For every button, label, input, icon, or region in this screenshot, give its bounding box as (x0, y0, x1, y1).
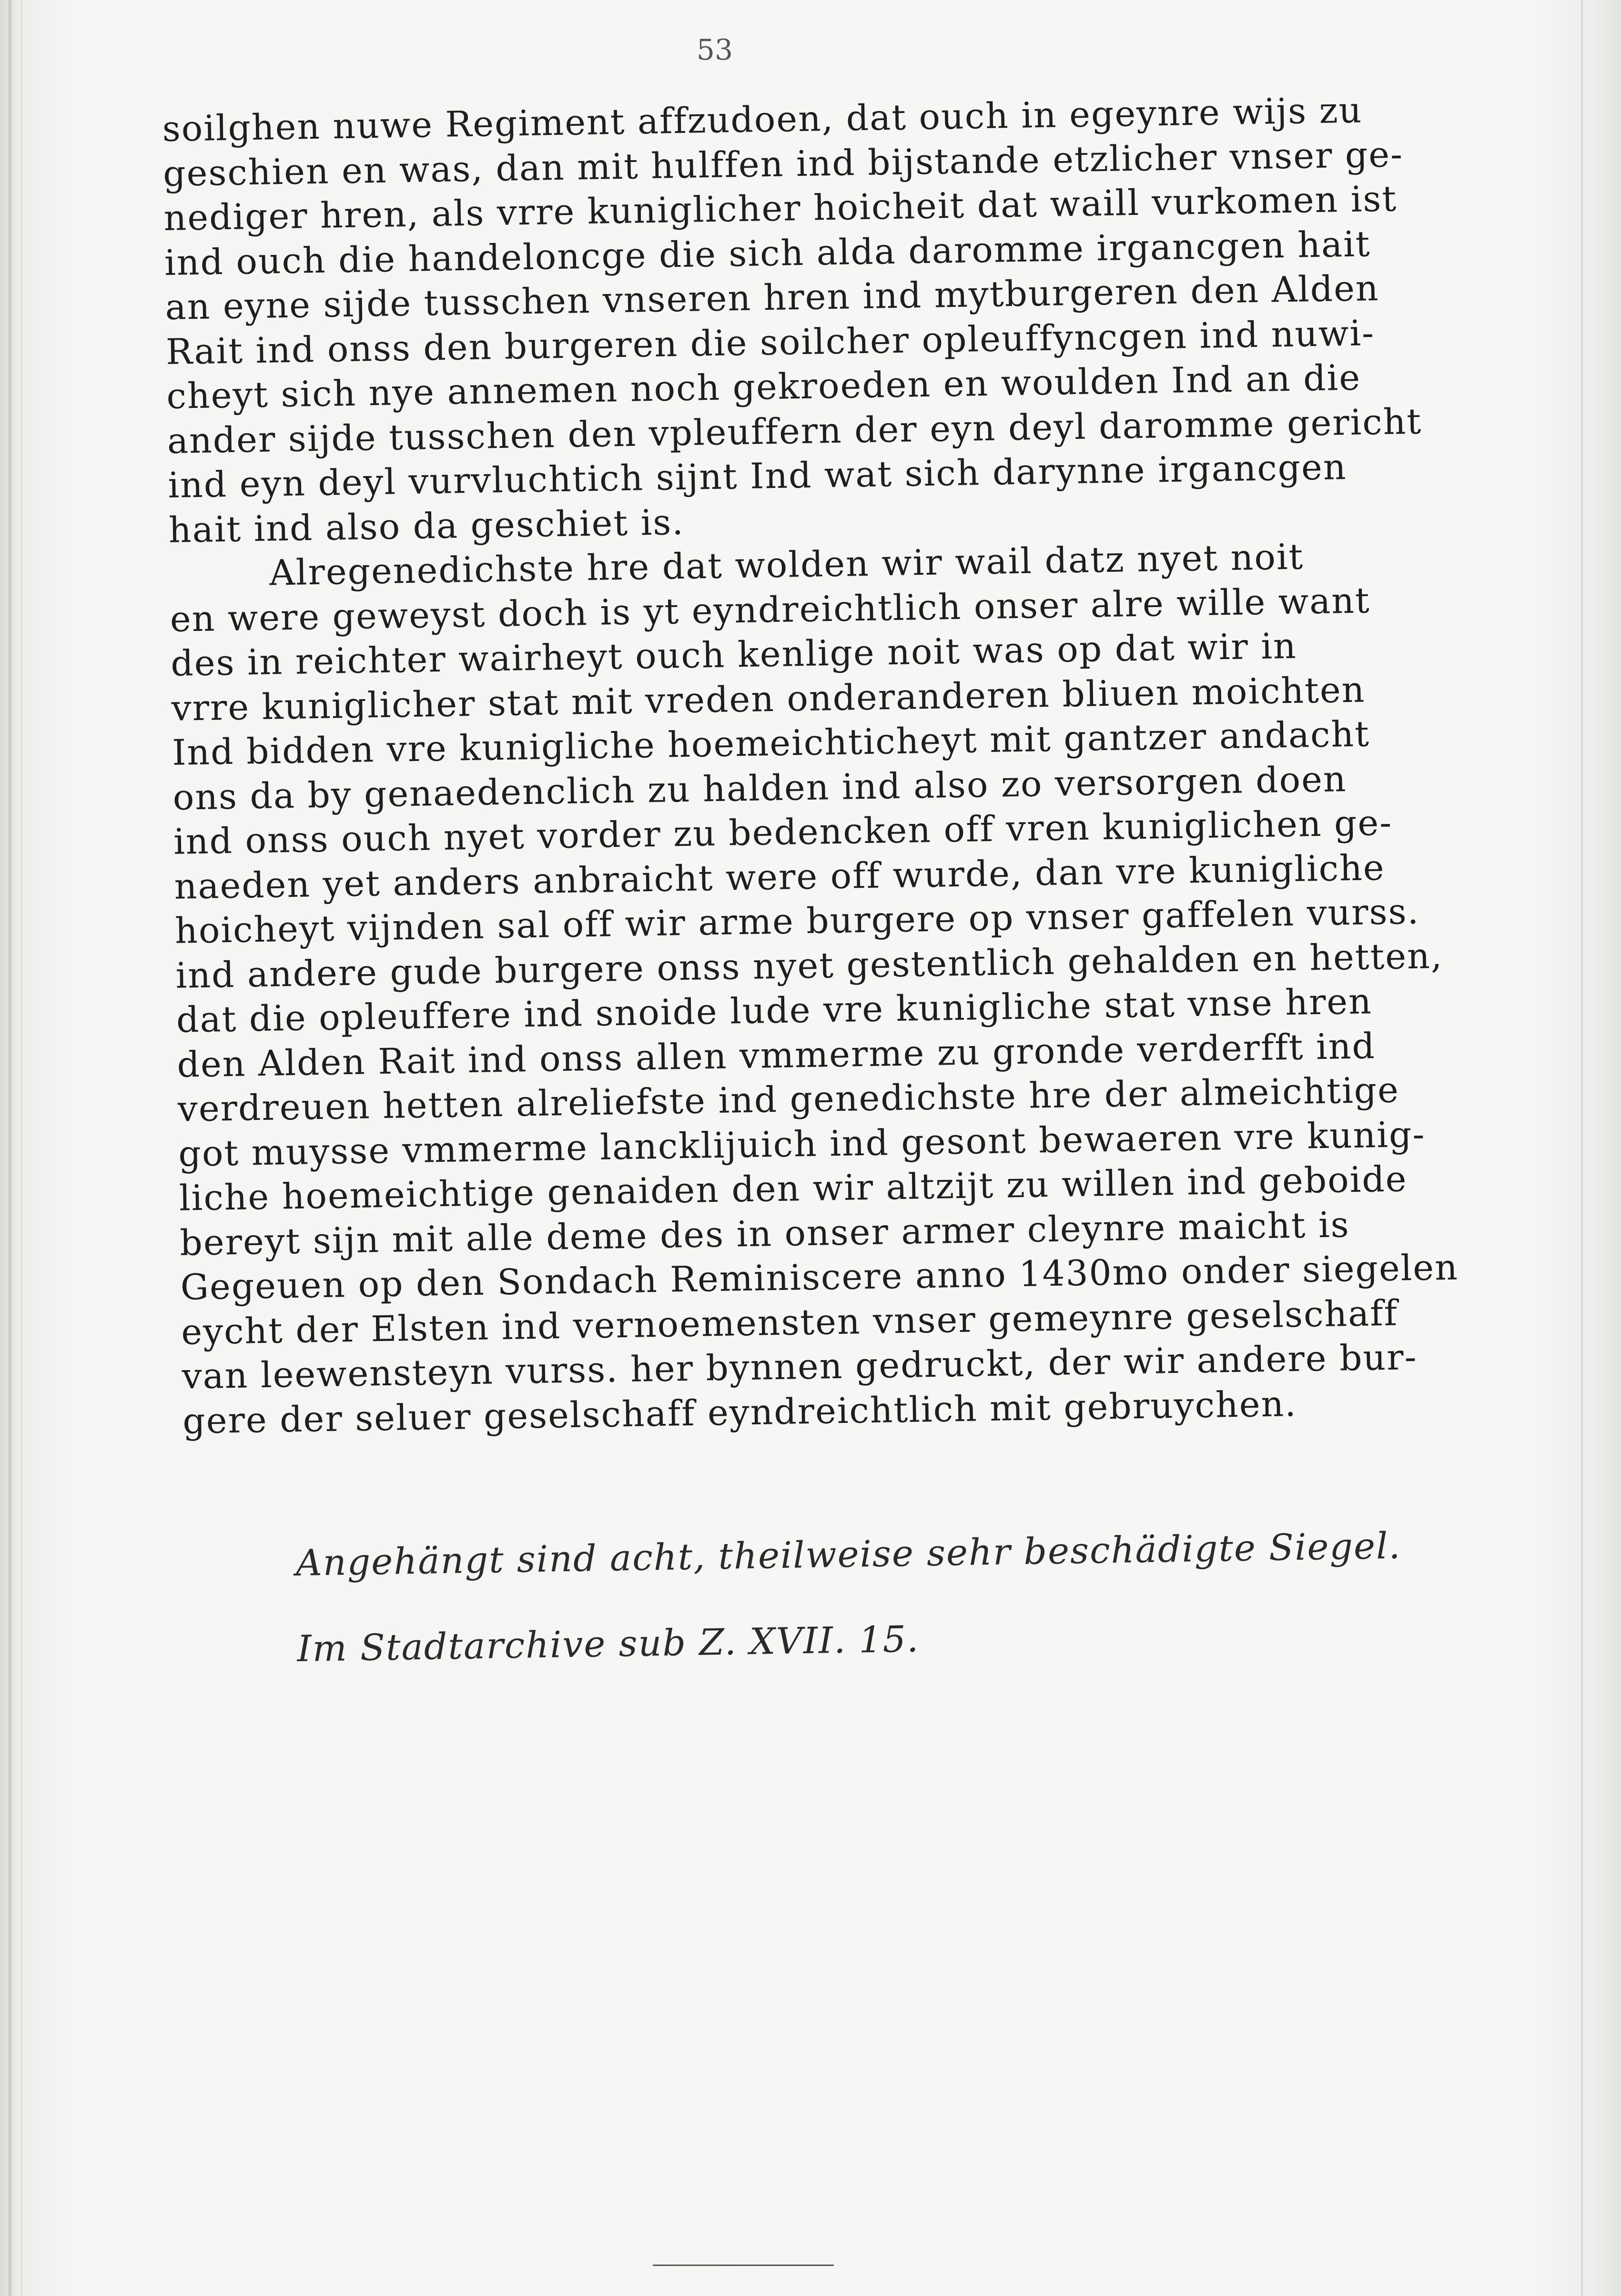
body-line: gere der seluer geselschaff eyndreichtlich mit gebruychen. (182, 1383, 1297, 1442)
body-line: ander sijde tusschen den vpleuffern der eyn deyl daromme gericht (167, 401, 1422, 462)
body-line: ind eyn deyl vurvluchtich sijnt Ind wat sich darynne irgancgen (167, 447, 1347, 506)
body-line: nediger hren, als vrre kuniglicher hoicheit dat waill vurkomen ist (163, 178, 1398, 239)
archive-reference: Im Stadtarchive sub Z. XVII. 15. (296, 1617, 920, 1670)
body-line: eycht der Elsten ind vernoemensten vnser gemeynre geselschaff (181, 1292, 1398, 1353)
body-line: Rait ind onss den burgeren die soilcher opleuffyncgen ind nuwi- (165, 312, 1375, 373)
body-line: en were geweyst doch is yt eyndreichtlich onser alre wille want (170, 579, 1371, 640)
body-line: liche hoemeichtige genaiden den wir altzijt zu willen ind geboide (179, 1158, 1408, 1219)
body-line: got muysse vmmerme lancklijuich ind gesont bewaeren vre kunig- (178, 1114, 1426, 1175)
scan-gutter-shadow (9, 0, 11, 2296)
body-line: Gegeuen op den Sondach Reminiscere anno 1430mo onder siegelen (180, 1247, 1459, 1308)
document-body (162, 90, 1459, 1443)
body-line: Ind bidden vre kunigliche hoemeichticheyt mit gantzer andacht (172, 713, 1370, 773)
body-line: verdreuen hetten alreliefste ind genedichste hre der almeichtige (177, 1069, 1400, 1130)
body-line-paragraph-start: Alregenedichste hre dat wolden wir wail datz nyet noit (269, 536, 1304, 594)
scan-right-edge (1581, 0, 1583, 2296)
body-line: ind ouch die handeloncge die sich alda daromme irgancgen hait (164, 223, 1371, 284)
scan-gutter-edge (21, 0, 22, 2296)
body-line: den Alden Rait ind onss allen vmmerme zu gronde verderfft ind (176, 1025, 1376, 1086)
body-line: hait ind also da geschiet is. (168, 501, 685, 551)
body-line: des in reichter wairheyt ouch kenlige noit was op dat wir in (170, 625, 1297, 684)
body-line: naeden yet anders anbraicht were off wurde, dan vre kunigliche (174, 847, 1386, 907)
body-line: cheyt sich nye annemen noch gekroeden en woulden Ind an die (166, 357, 1361, 417)
body-line: ind andere gude burgere onss nyet gestentlich gehalden en hetten, (175, 935, 1443, 996)
body-line: ind onss ouch nyet vorder zu bedencken off vren kuniglichen ge- (173, 802, 1393, 863)
body-line: an eyne sijde tusschen vnseren hren ind mytburgeren den Alden (164, 267, 1380, 328)
end-divider (653, 2265, 834, 2266)
body-line: van leewensteyn vurss. her bynnen gedruckt, der wir andere bur- (182, 1336, 1418, 1397)
body-line: vrre kuniglicher stat mit vreden onderanderen bliuen moichten (171, 669, 1366, 729)
seals-note: Angehängt sind acht, theilweise sehr beschädigte Siegel. (295, 1524, 1402, 1584)
body-line: bereyt sijn mit alle deme des in onser armer cleynre maicht is (179, 1204, 1350, 1264)
body-line: dat die opleuffere ind snoide lude vre kunigliche stat vnse hren (176, 981, 1373, 1041)
body-line: geschien en was, dan mit hulffen ind bijstande etzlicher vnser ge- (162, 133, 1404, 194)
editorial-notes (295, 1523, 1402, 1673)
page-number: 53 (696, 33, 733, 67)
body-line: hoicheyt vijnden sal off wir arme burgere op vnser gaffelen vurss. (174, 891, 1420, 952)
body-line: ons da by genaedenclich zu halden ind also zo versorgen doen (172, 758, 1347, 818)
body-line: soilghen nuwe Regiment affzudoen, dat ouch in egeynre wijs zu (162, 90, 1363, 150)
